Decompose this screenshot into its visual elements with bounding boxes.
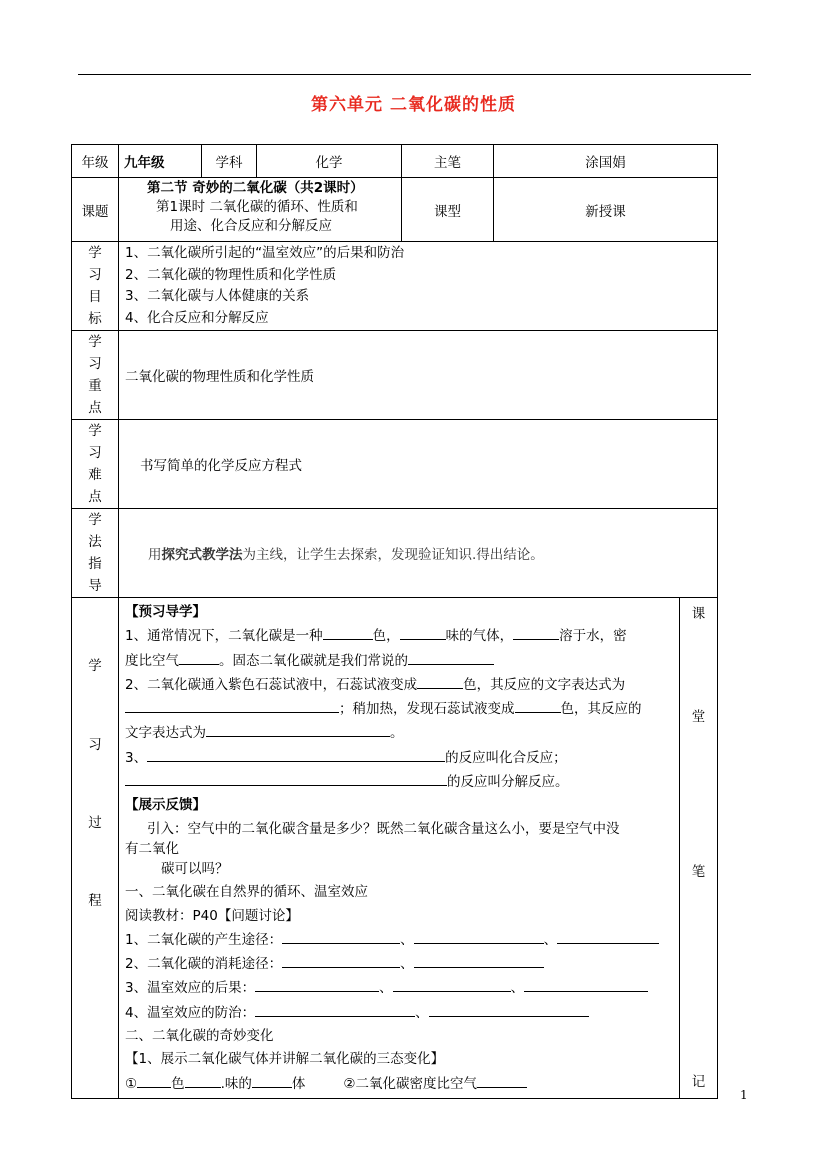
- q-line: 文字表达式为 。: [125, 721, 673, 745]
- topic-line1: 第二节 奇妙的二氧化碳（共2课时）: [147, 180, 364, 196]
- q-line: ；稍加热，发现石蕊试液变成 色，其反应的: [125, 697, 673, 721]
- header-rule: [78, 74, 751, 75]
- process-label: 学 习 过 程: [72, 598, 119, 1099]
- read-line: 阅读教材：P40【问题讨论】: [125, 907, 299, 924]
- q-line: 2、二氧化碳通入紫色石蕊试液中，石蕊试液变成 色，其反应的文字表达式为: [125, 673, 673, 697]
- topic-cell: [119, 178, 402, 242]
- intro-line: 引入：空气中的二氧化碳含量是多少？既然二氧化碳含量这么小，要是空气中没: [147, 820, 620, 837]
- list-item: 1、二氧化碳所引起的“温室效应”的后果和防治: [125, 245, 405, 261]
- preview-heading: 【预习导学】: [125, 604, 206, 620]
- focus-text: 二氧化碳的物理性质和化学性质: [119, 331, 718, 420]
- difficulty-label: 学 习 难 点: [72, 420, 119, 509]
- focus-row: [72, 331, 718, 420]
- q-line: 2、二氧化碳的消耗途径： 、: [125, 952, 673, 976]
- q-line: 度比空气 。固态二氧化碳就是我们常说的: [125, 649, 673, 673]
- focus-label: 学 习 重 点: [72, 331, 119, 420]
- page-title: 第六单元 二氧化碳的性质: [311, 95, 516, 115]
- topic-line2: 第1课时 二氧化碳的循环、性质和: [156, 199, 358, 215]
- list-item: 2、二氧化碳的物理性质和化学性质: [125, 266, 337, 283]
- difficulty-row: [72, 420, 718, 509]
- header-row: [72, 145, 718, 178]
- goals-label: 学 习 目 标: [72, 242, 119, 331]
- method-row: [72, 509, 718, 598]
- q-line: 4、温室效应的防治： 、: [125, 1001, 673, 1025]
- intro-line: 碳可以吗？: [161, 860, 229, 877]
- subject-value: 化学: [257, 145, 402, 178]
- topic-label: 课题: [72, 178, 119, 242]
- q-line: ① 色 .味的 体 ②二氧化碳密度比空气: [125, 1072, 673, 1096]
- section-heading: 二、二氧化碳的奇妙变化: [125, 1028, 274, 1045]
- goals-row: [72, 242, 718, 331]
- topic-row: [72, 178, 718, 242]
- grade-value: 九年级: [119, 145, 202, 178]
- topic-line3: 用途、化合反应和分解反应: [170, 218, 332, 234]
- q-line: 1、二氧化碳的产生途径： 、 、: [125, 928, 673, 952]
- section-heading: 一、二氧化碳在自然界的循环、温室效应: [125, 884, 368, 901]
- difficulty-text: 书写简单的化学反应方程式: [119, 420, 718, 509]
- intro-line: 有二氧化: [125, 840, 179, 857]
- process-row: [72, 598, 718, 1099]
- method-label: 学 法 指 导: [72, 509, 119, 598]
- subject-label: 学科: [202, 145, 257, 178]
- author-label: 主笔: [402, 145, 494, 178]
- goals-list: [119, 242, 718, 331]
- feedback-heading: 【展示反馈】: [125, 797, 206, 814]
- list-item: 3、二氧化碳与人体健康的关系: [125, 288, 310, 304]
- demo-heading: 【1、展示二氧化碳气体并讲解二氧化碳的三态变化】: [125, 1051, 445, 1068]
- notes-label: 课 堂 笔 记: [680, 598, 718, 1099]
- type-label: 课型: [402, 178, 494, 242]
- process-content: [119, 598, 680, 1099]
- type-value: 新授课: [494, 178, 718, 242]
- q-line: 的反应叫分解反应。: [125, 770, 673, 794]
- method-text: 用探究式教学法为主线，让学生去探索，发现验证知识.得出结论。: [119, 509, 718, 598]
- author-value: 涂国娟: [494, 145, 718, 178]
- grade-label: 年级: [72, 145, 119, 178]
- q-line: 3、温室效应的后果： 、 、: [125, 976, 673, 1000]
- page-number: 1: [740, 1088, 748, 1102]
- list-item: 4、化合反应和分解反应: [125, 309, 269, 326]
- q-line: 3、 的反应叫化合反应；: [125, 746, 673, 770]
- lesson-plan-table: [71, 144, 718, 1099]
- q-line: 1、通常情况下，二氧化碳是一种 色， 味的气体， 溶于水，密: [125, 624, 673, 648]
